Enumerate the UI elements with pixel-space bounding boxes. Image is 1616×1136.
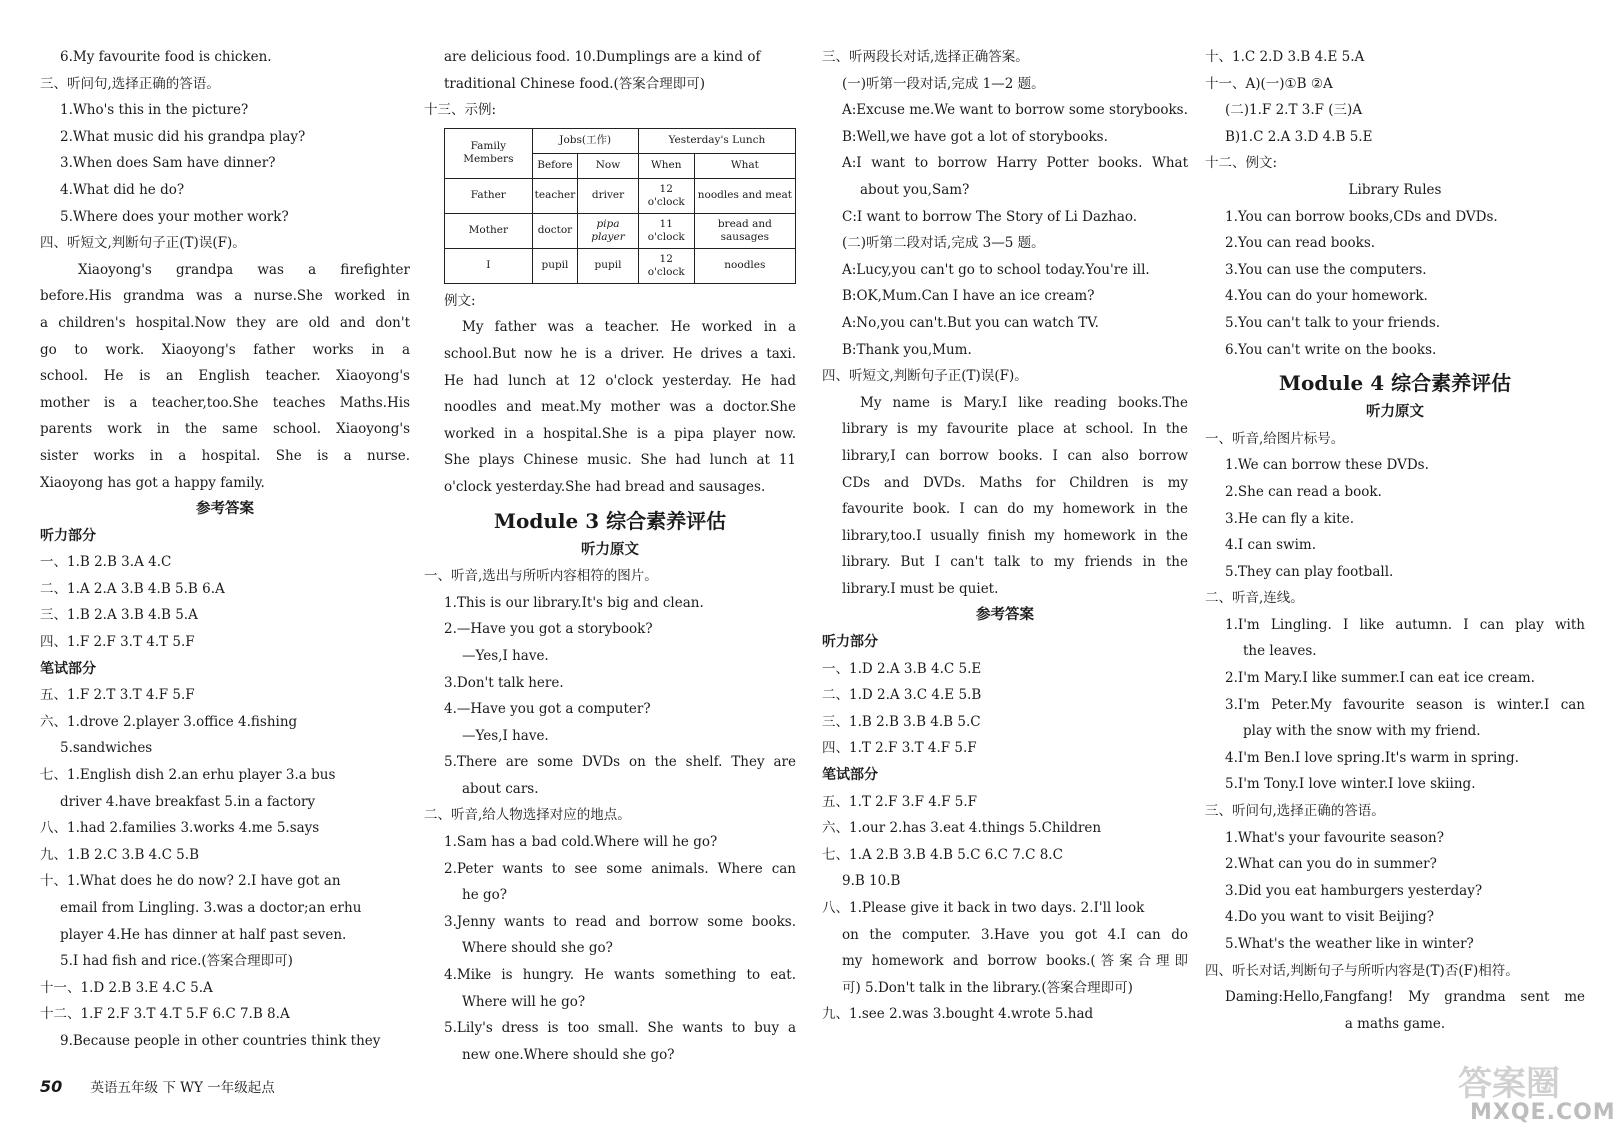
text-line: My father was a teacher. He worked in a [462, 319, 796, 336]
text-line: 2.What can you do in summer? [1225, 856, 1437, 873]
text-line: play with the snow with my friend. [1243, 723, 1481, 740]
cell-before: pupil [532, 248, 578, 283]
text-line: 4.I can swim. [1225, 537, 1316, 554]
text-line: Module 3 综合素养评估 [493, 508, 727, 533]
text-line: the leaves. [1243, 643, 1317, 660]
text-line: 一、听音,选出与所听内容相符的图片。 [424, 568, 658, 585]
text-line: 三、1.B 2.A 3.B 4.B 5.A [40, 607, 198, 624]
column-2-top [424, 44, 796, 124]
text-line: 参考答案 [196, 500, 254, 518]
text-line: my homework and borrow books.(答案合理即 [842, 953, 1188, 970]
text-line: 三、听问句,选择正确的答语。 [1205, 803, 1385, 820]
text-line: he go? [462, 887, 507, 904]
book-label: 英语五年级 下 WY 一年级起点 [90, 1080, 275, 1096]
text-line: 3.Jenny wants to read and borrow some books. [444, 913, 796, 930]
table-row [445, 248, 796, 283]
text-line: 1.What's your favourite season? [1225, 829, 1444, 846]
text-line: 4.What did he do? [60, 181, 185, 198]
header-lunch: Yesterday's Lunch [638, 128, 795, 153]
text-line: 3.He can fly a kite. [1225, 510, 1354, 527]
text-line: o'clock yesterday.She had bread and sausages. [444, 478, 766, 495]
text-line: 十、1.What does he do now? 2.I have got an [40, 873, 341, 890]
text-line: 1.This is our library.It's big and clean. [444, 594, 704, 611]
text-line: She plays Chinese music. She had lunch at 11 [444, 452, 796, 469]
text-line: 5.What's the weather like in winter? [1225, 936, 1474, 952]
text-line: 二、1.A 2.A 3.B 4.B 5.B 6.A [40, 580, 225, 597]
text-line: 1.We can borrow these DVDs. [1225, 457, 1429, 474]
text-line: B:Well,we have got a lot of storybooks. [842, 128, 1108, 145]
cell-before: doctor [532, 213, 578, 248]
text-line: 八、1.Please give it back in two days. 2.I'll look [822, 900, 1145, 916]
text-line: 例文: [444, 292, 476, 309]
text-line: Where will he go? [462, 993, 586, 1010]
text-line: 5.I had fish and rice.(答案合理即可) [60, 953, 293, 970]
text-line: 六、1.our 2.has 3.eat 4.things 5.Children [822, 820, 1102, 837]
text-line: C:I want to borrow The Story of Li Dazhao. [842, 208, 1138, 225]
text-line: 9.Because people in other countries think they [60, 1032, 381, 1049]
table-row [445, 178, 796, 213]
text-line: before.His grandma was a nurse.She worked in [40, 288, 410, 305]
page-footer [40, 1076, 275, 1096]
text-line: 三、听问句,选择正确的答语。 [40, 75, 220, 92]
text-line: school.But now he is a driver. He drives a taxi. [444, 345, 796, 362]
text-line: He had lunch at 12 o'clock yesterday. He had [444, 372, 796, 389]
text-line: a children's hospital.Now they are old and don't [40, 314, 410, 331]
text-line: (一)听第一段对话,完成 1—2 题。 [842, 75, 1045, 92]
text-line: 4.I'm Ben.I love spring.It's warm in spring. [1225, 749, 1519, 766]
text-line: 4.—Have you got a computer? [444, 701, 651, 718]
text-line: 九、1.B 2.C 3.B 4.C 5.B [40, 846, 199, 863]
text-line: Where should she go? [462, 940, 613, 957]
text-line: 十、1.C 2.D 3.B 4.E 5.A [1205, 49, 1365, 65]
text-line: 十一、1.D 2.B 3.E 4.C 5.A [40, 979, 213, 996]
cell-what: bread and sausages [694, 213, 795, 248]
text-line: 3.When does Sam have dinner? [60, 155, 276, 172]
text-line: go to work. Xiaoyong's father works in a [40, 341, 410, 358]
text-line: 2.She can read a book. [1225, 483, 1382, 500]
text-line: 听力原文 [1366, 403, 1424, 421]
text-line: driver 4.have breakfast 5.in a factory [60, 793, 316, 810]
text-line: 二、1.D 2.A 3.C 4.E 5.B [822, 687, 982, 704]
text-line: 七、1.English dish 2.an erhu player 3.a bus [40, 767, 336, 784]
column-3 [822, 44, 1188, 1028]
cell-member: Mother [445, 213, 533, 248]
text-line: 2.I'm Mary.I like summer.I can eat ice cream. [1225, 670, 1535, 687]
cell-what: noodles and meat [694, 178, 795, 213]
text-line: 五、1.T 2.F 3.F 4.F 5.F [822, 793, 978, 810]
text-line: about cars. [462, 780, 539, 797]
cell-when: 12 o'clock [638, 178, 694, 213]
cell-now: driver [578, 178, 639, 213]
header-what: What [694, 153, 795, 178]
text-line: 一、听音,给图片标号。 [1205, 430, 1345, 447]
text-line: 五、1.F 2.T 3.T 4.F 5.F [40, 687, 195, 704]
text-line: 听力部分 [822, 634, 878, 651]
column-2 [424, 44, 796, 1068]
text-line: B)1.C 2.A 3.D 4.B 5.E [1225, 128, 1373, 145]
text-line: library. But I can't talk to my friends in the [842, 554, 1188, 571]
text-line: 十三、示例: [424, 102, 497, 119]
text-line: 二、听音,连线。 [1205, 590, 1304, 607]
text-line: a maths game. [1344, 1015, 1446, 1032]
text-line: 3.I'm Peter.My favourite season is winter.I can [1225, 696, 1585, 713]
page-number: 50 [40, 1077, 63, 1096]
text-line: 4.Mike is hungry. He wants something to eat. [444, 967, 796, 984]
text-line: 1.Who's this in the picture? [60, 102, 249, 119]
family-jobs-table [444, 128, 796, 284]
text-line: parents work in the same school. Xiaoyong's [40, 421, 410, 438]
text-line: 可) 5.Don't talk in the library.(答案合理即可) [842, 979, 1133, 996]
table-row [445, 213, 796, 248]
text-line: sister works in a hospital. She is a nurse. [40, 447, 410, 464]
text-line: 参考答案 [976, 606, 1034, 624]
header-family-members: Family Members [445, 128, 533, 178]
text-line: 三、1.B 2.B 3.B 4.B 5.C [822, 713, 981, 730]
text-line: 二、听音,给人物选择对应的地点。 [424, 807, 631, 824]
text-line: noodles and meat.My mother was a doctor.She [444, 399, 796, 416]
text-line: 听力部分 [40, 527, 96, 544]
text-line: 5.Where does your mother work? [60, 208, 289, 225]
text-line: 2.You can read books. [1225, 235, 1376, 252]
text-line: library is my favourite place at school. In the [842, 421, 1188, 438]
text-line: 听力原文 [581, 540, 639, 558]
text-line: 5.I'm Tony.I love winter.I love skiing. [1225, 776, 1476, 793]
text-line: 3.You can use the computers. [1225, 261, 1427, 278]
text-line: 6.My favourite food is chicken. [60, 49, 272, 65]
table-header-row [445, 128, 796, 153]
text-line: 4.You can do your homework. [1225, 288, 1428, 305]
text-line: 一、1.D 2.A 3.B 4.C 5.E [822, 660, 982, 677]
text-line: 笔试部分 [822, 767, 878, 784]
watermark-cn: 答案圈 [1458, 1064, 1560, 1104]
text-line: 八、1.had 2.families 3.works 4.me 5.says [40, 820, 320, 837]
cell-when: 11 o'clock [638, 213, 694, 248]
header-now: Now [578, 153, 639, 178]
text-line: 四、听长对话,判断句子与所听内容是(T)否(F)相符。 [1205, 962, 1519, 979]
text-line: (二)听第二段对话,完成 3—5 题。 [842, 235, 1045, 252]
text-line: 3.Did you eat hamburgers yesterday? [1225, 882, 1483, 899]
text-line: 5.Lily's dress is too small. She wants to buy a [444, 1020, 796, 1037]
text-line: 2.—Have you got a storybook? [444, 621, 653, 638]
text-line: 笔试部分 [40, 660, 96, 677]
text-line: —Yes,I have. [462, 727, 549, 744]
text-line: A:Excuse me.We want to borrow some storybooks. [842, 102, 1188, 119]
text-line: worked in a hospital.She is a pipa player now. [444, 425, 796, 442]
text-line: Xiaoyong's grandpa was a firefighter [78, 261, 410, 278]
text-line: 5.They can play football. [1225, 563, 1394, 580]
text-line: CDs and DVDs. Maths for Children is my [842, 474, 1188, 491]
text-line: A:Lucy,you can't go to school today.You're ill. [842, 261, 1150, 278]
text-line: 5.There are some DVDs on the shelf. They are [444, 754, 796, 771]
text-line: about you,Sam? [860, 181, 970, 198]
text-line: new one.Where should she go? [462, 1046, 675, 1063]
watermark-en: MXQE.COM [1470, 1100, 1616, 1125]
text-line: mother is a teacher,too.She teaches Maths.His [40, 394, 410, 411]
column-1 [40, 44, 410, 1055]
text-line: 5.You can't talk to your friends. [1225, 314, 1441, 331]
text-line: Module 4 综合素养评估 [1278, 371, 1512, 396]
text-line: 4.Do you want to visit Beijing? [1225, 909, 1434, 926]
cell-now: pipa player [578, 213, 639, 248]
cell-now: pupil [578, 248, 639, 283]
text-line: 三、听两段长对话,选择正确答案。 [822, 49, 1029, 65]
text-line: 6.You can't write on the books. [1225, 341, 1437, 358]
watermark-logo [1430, 1050, 1616, 1130]
text-line: school. He is an English teacher. Xiaoyong's [40, 368, 410, 385]
text-line: library.I must be quiet. [842, 580, 999, 597]
column-2-bottom [424, 288, 796, 1069]
text-line: 十一、A)(一)①B ②A [1205, 75, 1333, 92]
header-jobs: Jobs(工作) [532, 128, 638, 153]
text-line: 四、1.F 2.F 3.T 4.T 5.F [40, 634, 195, 651]
text-line: library,too.I usually finish my homework in the [842, 527, 1188, 544]
text-line: B:Thank you,Mum. [842, 341, 972, 358]
text-line: 1.You can borrow books,CDs and DVDs. [1225, 208, 1498, 225]
cell-when: 12 o'clock [638, 248, 694, 283]
text-line: email from Lingling. 3.was a doctor;an erhu [60, 900, 362, 916]
text-line: are delicious food. 10.Dumplings are a kind of [444, 49, 761, 65]
text-line: 2.Peter wants to see some animals. Where can [444, 860, 796, 877]
text-line: A:No,you can't.But you can watch TV. [842, 314, 1099, 331]
text-line: 9.B 10.B [842, 873, 901, 890]
text-line: 七、1.A 2.B 3.B 4.B 5.C 6.C 7.C 8.C [822, 846, 1063, 863]
header-when: When [638, 153, 694, 178]
cell-member: Father [445, 178, 533, 213]
text-line: 四、听短文,判断句子正(T)误(F)。 [822, 368, 1028, 385]
text-line: 四、听短文,判断句子正(T)误(F)。 [40, 235, 246, 252]
text-line: traditional Chinese food.(答案合理即可) [444, 75, 706, 92]
text-line: 六、1.drove 2.player 3.office 4.fishing [40, 713, 298, 730]
text-line: (二)1.F 2.T 3.F (三)A [1225, 102, 1363, 119]
text-line: on the computer. 3.Have you got 4.I can do [842, 926, 1188, 943]
text-line: 十二、1.F 2.F 3.T 4.T 5.F 6.C 7.B 8.A [40, 1006, 290, 1023]
text-line: 1.I'm Lingling. I like autumn. I can play with [1225, 616, 1585, 633]
text-line: Xiaoyong has got a happy family. [40, 474, 265, 491]
cell-what: noodles [694, 248, 795, 283]
text-line: Daming:Hello,Fangfang! My grandma sent me [1225, 989, 1585, 1006]
text-line: 十二、例文: [1205, 155, 1278, 172]
text-line: 九、1.see 2.was 3.bought 4.wrote 5.had [822, 1006, 1094, 1023]
text-line: 5.sandwiches [60, 740, 153, 757]
text-line: —Yes,I have. [462, 647, 549, 664]
cell-member: I [445, 248, 533, 283]
cell-before: teacher [532, 178, 578, 213]
text-line: 3.Don't talk here. [444, 674, 564, 691]
text-line: library,I can borrow books. I can also borrow [842, 447, 1188, 464]
column-4 [1205, 44, 1585, 1037]
text-line: B:OK,Mum.Can I have an ice cream? [842, 288, 1095, 305]
text-line: 四、1.T 2.F 3.T 4.F 5.F [822, 740, 977, 757]
text-line: favourite book. I can do my homework in the [842, 501, 1188, 518]
text-line: A:I want to borrow Harry Potter books. What [842, 155, 1188, 172]
text-line: Library Rules [1348, 181, 1442, 198]
text-line: 1.Sam has a bad cold.Where will he go? [444, 834, 718, 851]
text-line: 一、1.B 2.B 3.A 4.C [40, 554, 172, 571]
text-line: My name is Mary.I like reading books.The [860, 394, 1188, 411]
text-line: 2.What music did his grandpa play? [60, 128, 306, 145]
header-before: Before [532, 153, 578, 178]
text-line: player 4.He has dinner at half past seven. [60, 926, 347, 943]
